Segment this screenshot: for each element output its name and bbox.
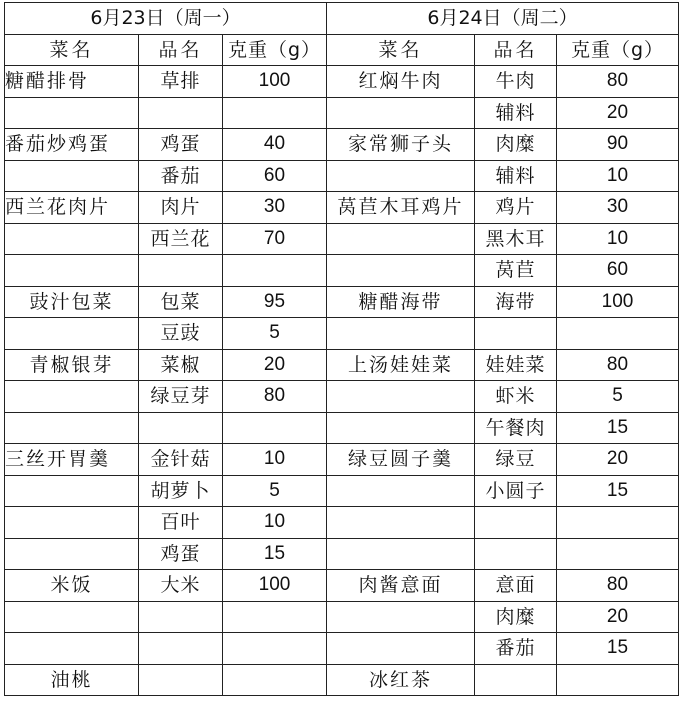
date-day1: 6月23日（周一） (5, 3, 327, 35)
dish-name-day1: 青椒银芽 (5, 349, 139, 381)
weight-day1: 5 (223, 475, 327, 507)
weight-day2: 30 (557, 192, 679, 224)
dish-name-day1 (5, 255, 139, 287)
ingredient-name-day2: 牛肉 (475, 66, 557, 98)
weight-day2 (557, 664, 679, 696)
ingredient-name-day1: 菜椒 (139, 349, 223, 381)
weight-day1: 30 (223, 192, 327, 224)
dish-name-day2 (327, 507, 475, 539)
dish-name-day2: 绿豆圆子羹 (327, 444, 475, 476)
weight-day2: 80 (557, 66, 679, 98)
ingredient-name-day1 (139, 601, 223, 633)
weight-day1: 100 (223, 570, 327, 602)
ingredient-name-day2 (475, 318, 557, 350)
table-row (5, 349, 679, 381)
header-dish-day1: 菜名 (5, 34, 139, 66)
ingredient-name-day2: 肉糜 (475, 601, 557, 633)
ingredient-name-day1: 鸡蛋 (139, 129, 223, 161)
ingredient-name-day1: 草排 (139, 66, 223, 98)
weight-day2 (557, 538, 679, 570)
dish-name-day1 (5, 412, 139, 444)
date-row (5, 3, 679, 35)
menu-table (4, 2, 679, 696)
ingredient-name-day2: 莴苣 (475, 255, 557, 287)
ingredient-name-day2: 午餐肉 (475, 412, 557, 444)
header-weight-day1: 克重（g） (223, 34, 327, 66)
dish-name-day1 (5, 507, 139, 539)
weight-day2 (557, 318, 679, 350)
table-row (5, 129, 679, 161)
ingredient-name-day1: 西兰花 (139, 223, 223, 255)
dish-name-day2: 糖醋海带 (327, 286, 475, 318)
ingredient-name-day2: 鸡片 (475, 192, 557, 224)
ingredient-name-day1 (139, 412, 223, 444)
table-row (5, 160, 679, 192)
weight-day1: 40 (223, 129, 327, 161)
dish-name-day2 (327, 475, 475, 507)
table-row (5, 538, 679, 570)
date-day2: 6月24日（周二） (327, 3, 679, 35)
header-dish-day2: 菜名 (327, 34, 475, 66)
weight-day1 (223, 601, 327, 633)
ingredient-name-day2: 肉糜 (475, 129, 557, 161)
weight-day2: 5 (557, 381, 679, 413)
dish-name-day1: 米饭 (5, 570, 139, 602)
table-row (5, 601, 679, 633)
ingredient-name-day2: 海带 (475, 286, 557, 318)
ingredient-name-day1: 绿豆芽 (139, 381, 223, 413)
ingredient-name-day2 (475, 507, 557, 539)
weight-day1: 20 (223, 349, 327, 381)
ingredient-name-day1 (139, 633, 223, 665)
weight-day2: 20 (557, 601, 679, 633)
weight-day2 (557, 507, 679, 539)
table-row (5, 475, 679, 507)
weight-day1: 60 (223, 160, 327, 192)
dish-name-day1 (5, 601, 139, 633)
table-row (5, 286, 679, 318)
ingredient-name-day1: 肉片 (139, 192, 223, 224)
ingredient-name-day2 (475, 538, 557, 570)
weight-day1: 15 (223, 538, 327, 570)
dish-name-day1: 三丝开胃羹 (5, 444, 139, 476)
weight-day1 (223, 412, 327, 444)
dish-name-day2 (327, 601, 475, 633)
ingredient-name-day2: 番茄 (475, 633, 557, 665)
dish-name-day2: 莴苣木耳鸡片 (327, 192, 475, 224)
table-row (5, 664, 679, 696)
weight-day2: 100 (557, 286, 679, 318)
ingredient-name-day2 (475, 664, 557, 696)
table-row (5, 381, 679, 413)
dish-name-day2: 红焖牛肉 (327, 66, 475, 98)
ingredient-name-day2: 辅料 (475, 160, 557, 192)
dish-name-day1: 糖醋排骨 (5, 66, 139, 98)
weight-day1: 5 (223, 318, 327, 350)
dish-name-day1 (5, 633, 139, 665)
weight-day2: 10 (557, 160, 679, 192)
table-row (5, 412, 679, 444)
dish-name-day1 (5, 475, 139, 507)
dish-name-day2 (327, 538, 475, 570)
weight-day2: 10 (557, 223, 679, 255)
dish-name-day2: 上汤娃娃菜 (327, 349, 475, 381)
dish-name-day1: 豉汁包菜 (5, 286, 139, 318)
dish-name-day2 (327, 160, 475, 192)
table-row (5, 192, 679, 224)
ingredient-name-day1: 胡萝卜 (139, 475, 223, 507)
ingredient-name-day2: 绿豆 (475, 444, 557, 476)
ingredient-name-day2: 意面 (475, 570, 557, 602)
weight-day1 (223, 255, 327, 287)
ingredient-name-day1 (139, 97, 223, 129)
table-row (5, 507, 679, 539)
ingredient-name-day2: 小圆子 (475, 475, 557, 507)
weight-day1: 80 (223, 381, 327, 413)
header-item-day2: 品名 (475, 34, 557, 66)
ingredient-name-day1: 大米 (139, 570, 223, 602)
ingredient-name-day1: 金针菇 (139, 444, 223, 476)
ingredient-name-day1: 百叶 (139, 507, 223, 539)
table-row (5, 97, 679, 129)
weight-day1: 100 (223, 66, 327, 98)
weight-day2: 80 (557, 570, 679, 602)
weight-day2: 20 (557, 97, 679, 129)
table-row (5, 444, 679, 476)
weight-day2: 80 (557, 349, 679, 381)
dish-name-day1 (5, 538, 139, 570)
ingredient-name-day1: 番茄 (139, 160, 223, 192)
table-row (5, 633, 679, 665)
dish-name-day2: 家常狮子头 (327, 129, 475, 161)
dish-name-day1 (5, 318, 139, 350)
dish-name-day2: 冰红茶 (327, 664, 475, 696)
weight-day2: 15 (557, 412, 679, 444)
dish-name-day1: 番茄炒鸡蛋 (5, 129, 139, 161)
ingredient-name-day2: 虾米 (475, 381, 557, 413)
dish-name-day1 (5, 97, 139, 129)
dish-name-day2: 肉酱意面 (327, 570, 475, 602)
dish-name-day2 (327, 318, 475, 350)
weight-day1: 70 (223, 223, 327, 255)
header-item-day1: 品名 (139, 34, 223, 66)
weight-day1 (223, 664, 327, 696)
weight-day2: 20 (557, 444, 679, 476)
dish-name-day1: 西兰花肉片 (5, 192, 139, 224)
weight-day2: 15 (557, 475, 679, 507)
header-row (5, 34, 679, 66)
weight-day1 (223, 97, 327, 129)
ingredient-name-day2: 娃娃菜 (475, 349, 557, 381)
ingredient-name-day1: 豆豉 (139, 318, 223, 350)
table-row (5, 318, 679, 350)
table-row (5, 570, 679, 602)
dish-name-day1 (5, 223, 139, 255)
dish-name-day2 (327, 412, 475, 444)
weight-day2: 15 (557, 633, 679, 665)
dish-name-day1: 油桃 (5, 664, 139, 696)
dish-name-day1 (5, 381, 139, 413)
weight-day1: 95 (223, 286, 327, 318)
table-row (5, 66, 679, 98)
table-row (5, 255, 679, 287)
dish-name-day2 (327, 381, 475, 413)
ingredient-name-day1: 包菜 (139, 286, 223, 318)
table-row (5, 223, 679, 255)
dish-name-day2 (327, 223, 475, 255)
ingredient-name-day1: 鸡蛋 (139, 538, 223, 570)
weight-day2: 90 (557, 129, 679, 161)
dish-name-day2 (327, 97, 475, 129)
header-weight-day2: 克重（g） (557, 34, 679, 66)
dish-name-day2 (327, 255, 475, 287)
ingredient-name-day2: 黑木耳 (475, 223, 557, 255)
dish-name-day2 (327, 633, 475, 665)
ingredient-name-day1 (139, 664, 223, 696)
weight-day2: 60 (557, 255, 679, 287)
weight-day1: 10 (223, 507, 327, 539)
weight-day1: 10 (223, 444, 327, 476)
weight-day1 (223, 633, 327, 665)
ingredient-name-day1 (139, 255, 223, 287)
ingredient-name-day2: 辅料 (475, 97, 557, 129)
dish-name-day1 (5, 160, 139, 192)
